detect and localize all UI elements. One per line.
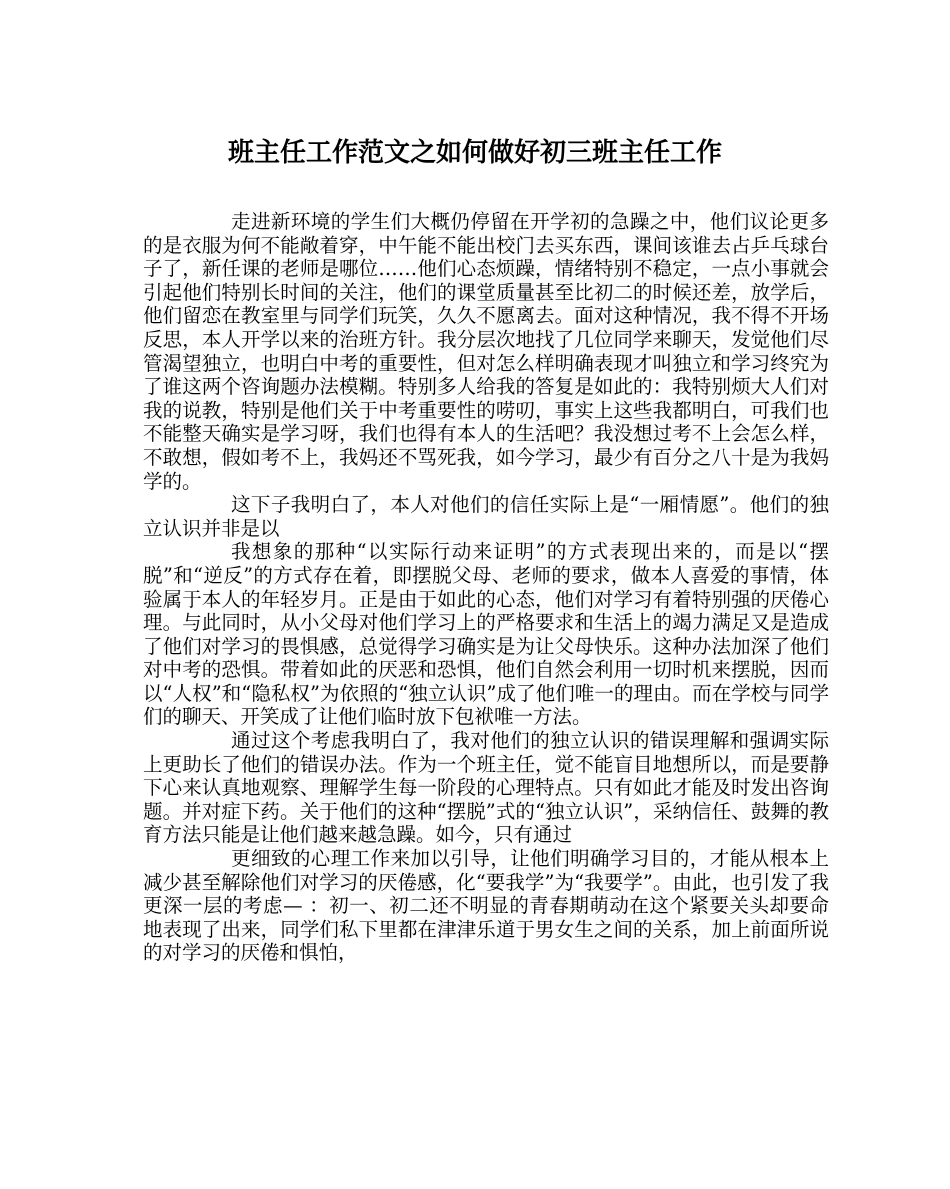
document-title: 班主任工作范文之如何做好初三班主任工作 — [227, 138, 722, 168]
paragraph-4: 通过这个考虑我明白了，我对他们的独立认识的错误理解和强调实际上更助长了他们的错误办法。作为一个班主任，觉不能盲目地想所以，而是要静下心来认真地观察、理解学生每一阶段的心理特点。只有如此才能及时发出咨询题。并对症下药。关于他们的这种“摆脱”式的“独立认识”，采纳信任、鼓舞的教育方法只能是让他们越来越急躁。如今，只有通过 — [143, 729, 829, 847]
paragraph-1: 走进新环境的学生们大概仍停留在开学初的急躁之中，他们议论更多的是衣服为何不能敞着穿，中午能不能出校门去买东西，课间该谁去占乒乓球台子了，新任课的老师是哪位……他们心态烦躁，情绪特别不稳定，一点小事就会引起他们特别长时间的关注，他们的课堂质量甚至比初二的时候还差，放学后，他们留恋在教室里与同学们玩笑，久久不愿离去。面对这种情况，我不得不开场反思，本人开学以来的治班方针。我分层次地找了几位同学来聊天，发觉他们尽管渴望独立，也明白中考的重要性，但对怎么样明确表现才叫独立和学习终究为了谁这两个咨询题办法模糊。特别多人给我的答复是如此的：我特别烦大人们对我的说教，特别是他们关于中考重要性的唠叨，事实上这些我都明白，可我们也不能整天确实是学习呀，我们也得有本人的生活吧？我没想过考不上会怎么样，不敢想，假如考不上，我妈还不骂死我，如今学习，最少有百分之八十是为我妈学的。 — [143, 210, 829, 493]
paragraph-3: 我想象的那种“以实际行动来证明”的方式表现出来的，而是以“摆脱”和“逆反”的方式存在着，即摆脱父母、老师的要求，做本人喜爱的事情，体验属于本人的年轻岁月。正是由于如此的心态，他们对学习有着特别强的厌倦心理。与此同时，从小父母对他们学习上的严格要求和生活上的竭力满足又是造成了他们对学习的畏惧感，总觉得学习确实是为让父母快乐。这种办法加深了他们对中考的恐惧。带着如此的厌恶和恐惧，他们自然会利用一切时机来摆脱，因而以“人权”和“隐私权”为依照的“独立认识”成了他们唯一的理由。而在学校与同学们的聊天、开笑成了让他们临时放下包袱唯一方法。 — [143, 540, 829, 729]
paragraph-2: 这下子我明白了，本人对他们的信任实际上是“一厢情愿”。他们的独立认识并非是以 — [143, 493, 829, 540]
document-body — [143, 210, 829, 965]
paragraph-5: 更细致的心理工作来加以引导，让他们明确学习目的，才能从根本上减少甚至解除他们对学习的厌倦感，化“要我学”为“我要学”。由此，也引发了我更深一层的考虑— ：初一、初二还不明显的青春期萌动在这个紧要关头却要命地表现了出来，同学们私下里都在津津乐道于男女生之间的关系，加上前面所说的对学习的厌倦和惧怕， — [143, 847, 829, 965]
